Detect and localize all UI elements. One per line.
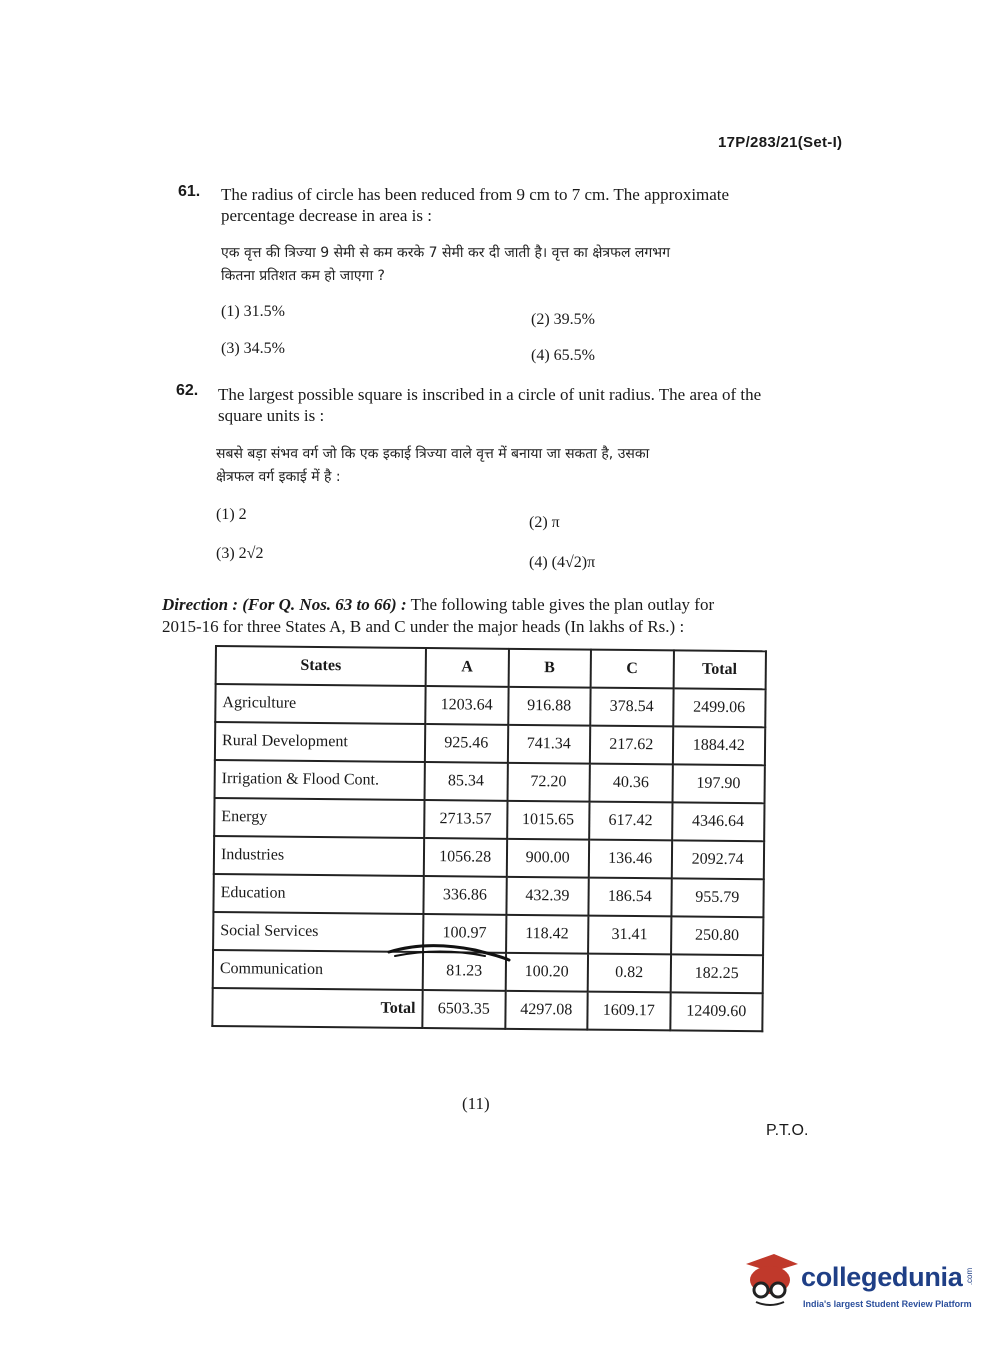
table-total-row — [212, 988, 762, 1031]
cell: 81.23 — [423, 952, 506, 991]
pen-scribble — [385, 938, 515, 968]
logo-suffix: .com — [965, 1267, 975, 1286]
table-row — [215, 684, 765, 727]
row-head: Industries — [214, 836, 424, 876]
cell: 197.90 — [672, 764, 765, 803]
cell: 31.41 — [588, 916, 671, 955]
row-head: Irrigation & Flood Cont. — [215, 760, 425, 800]
page-number: (11) — [462, 1094, 490, 1113]
question-61-line: percentage decrease in area is : — [221, 206, 432, 225]
cell: 186.54 — [588, 878, 671, 917]
cell: 40.36 — [590, 764, 673, 803]
cell: 85.34 — [425, 762, 508, 801]
header-a: A — [426, 648, 509, 687]
question-61-line: The radius of circle has been reduced from 9 cm to 7 cm. The approximate — [221, 185, 730, 204]
question-61-hindi-line: एक वृत्त की त्रिज्या 9 सेमी से कम करके 7 सेमी कर दी जाती है। वृत्त का क्षेत्रफल लगभग — [221, 245, 670, 261]
direction-label: Direction : (For Q. Nos. 63 to 66) : — [162, 595, 407, 614]
question-62-hindi-line: क्षेत्रफल वर्ग इकाई में है : — [216, 469, 341, 485]
cell: 217.62 — [590, 726, 673, 765]
collegedunia-mascot-icon — [742, 1250, 802, 1310]
cell: 1015.65 — [507, 801, 590, 840]
cell: 2713.57 — [424, 800, 507, 839]
header-b: B — [508, 649, 591, 688]
cell: 378.54 — [590, 688, 673, 727]
question-61-hindi — [221, 242, 841, 288]
row-head: Energy — [214, 798, 424, 838]
table-row — [215, 722, 765, 765]
q62-option-3[interactable]: (3) 2√2 — [216, 545, 264, 562]
total-cell: 4297.08 — [505, 991, 588, 1030]
header-total: Total — [673, 650, 766, 689]
cell: 432.39 — [506, 877, 589, 916]
q61-option-3[interactable]: (3) 34.5% — [221, 340, 285, 357]
total-cell: 12409.60 — [670, 992, 763, 1031]
row-head: Social Services — [213, 912, 423, 952]
row-head: Communication — [213, 950, 423, 990]
q61-option-4[interactable]: (4) 65.5% — [531, 347, 595, 364]
cell: 0.82 — [588, 954, 671, 993]
cell: 900.00 — [506, 839, 589, 878]
logo-tagline: India's largest Student Review Platform — [803, 1299, 972, 1309]
table-row — [214, 836, 764, 879]
row-head: Agriculture — [215, 684, 425, 724]
cell: 617.42 — [589, 802, 672, 841]
cell: 250.80 — [671, 916, 764, 955]
pto-label: P.T.O. — [766, 1122, 809, 1139]
cell: 2499.06 — [673, 688, 766, 727]
cell: 182.25 — [670, 954, 763, 993]
question-62-text — [218, 384, 838, 426]
total-cell: 6503.35 — [422, 990, 505, 1029]
table-header-row — [216, 646, 766, 689]
question-62-number: 62. — [176, 382, 199, 399]
total-label: Total — [212, 988, 422, 1028]
cell: 100.20 — [505, 953, 588, 992]
table-row — [213, 874, 763, 917]
logo-wordmark: collegedunia — [801, 1262, 963, 1292]
cell: 1203.64 — [425, 686, 508, 725]
cell: 72.20 — [507, 763, 590, 802]
q62-option-1[interactable]: (1) 2 — [216, 506, 247, 523]
question-61-hindi-line: कितना प्रतिशत कम हो जाएगा ? — [221, 268, 385, 284]
cell: 118.42 — [506, 915, 589, 954]
cell: 925.46 — [425, 724, 508, 763]
question-62-line: square units is : — [218, 406, 325, 425]
header-states: States — [216, 646, 426, 686]
cell: 955.79 — [671, 878, 764, 917]
q62-option-2[interactable]: (2) π — [529, 514, 560, 531]
question-62-hindi — [216, 443, 836, 489]
question-62-line: The largest possible square is inscribed in a circle of unit radius. The area of the — [218, 385, 762, 404]
cell: 4346.64 — [672, 802, 765, 841]
table-row — [215, 760, 765, 803]
cell: 1056.28 — [424, 838, 507, 877]
cell: 916.88 — [508, 687, 591, 726]
cell: 2092.74 — [671, 840, 764, 879]
paper-code: 17P/283/21(Set-I) — [718, 134, 843, 151]
question-61-number: 61. — [178, 183, 201, 200]
total-cell: 1609.17 — [587, 992, 670, 1031]
cell: 741.34 — [507, 725, 590, 764]
question-61-text — [221, 184, 841, 226]
cell: 336.86 — [423, 876, 506, 915]
direction-line-2: 2015-16 for three States A, B and C under the major heads (In lakhs of Rs.) : — [162, 617, 685, 636]
direction-text — [162, 594, 842, 638]
question-62-hindi-line: सबसे बड़ा संभव वर्ग जो कि एक इकाई त्रिज्या वाले वृत्त में बनाया जा सकता है, उसका — [216, 446, 650, 462]
cell: 1884.42 — [672, 726, 765, 765]
direction-line-1: The following table gives the plan outlay for — [410, 595, 715, 614]
q61-option-2[interactable]: (2) 39.5% — [531, 311, 595, 328]
cell: 136.46 — [589, 840, 672, 879]
plan-outlay-table — [211, 645, 767, 1032]
q61-option-1[interactable]: (1) 31.5% — [221, 303, 285, 320]
row-head: Education — [213, 874, 423, 914]
cell: 100.97 — [423, 914, 506, 953]
row-head: Rural Development — [215, 722, 425, 762]
q62-option-4[interactable]: (4) (4√2)π — [529, 554, 596, 571]
header-c: C — [591, 650, 674, 689]
table-row — [214, 798, 764, 841]
